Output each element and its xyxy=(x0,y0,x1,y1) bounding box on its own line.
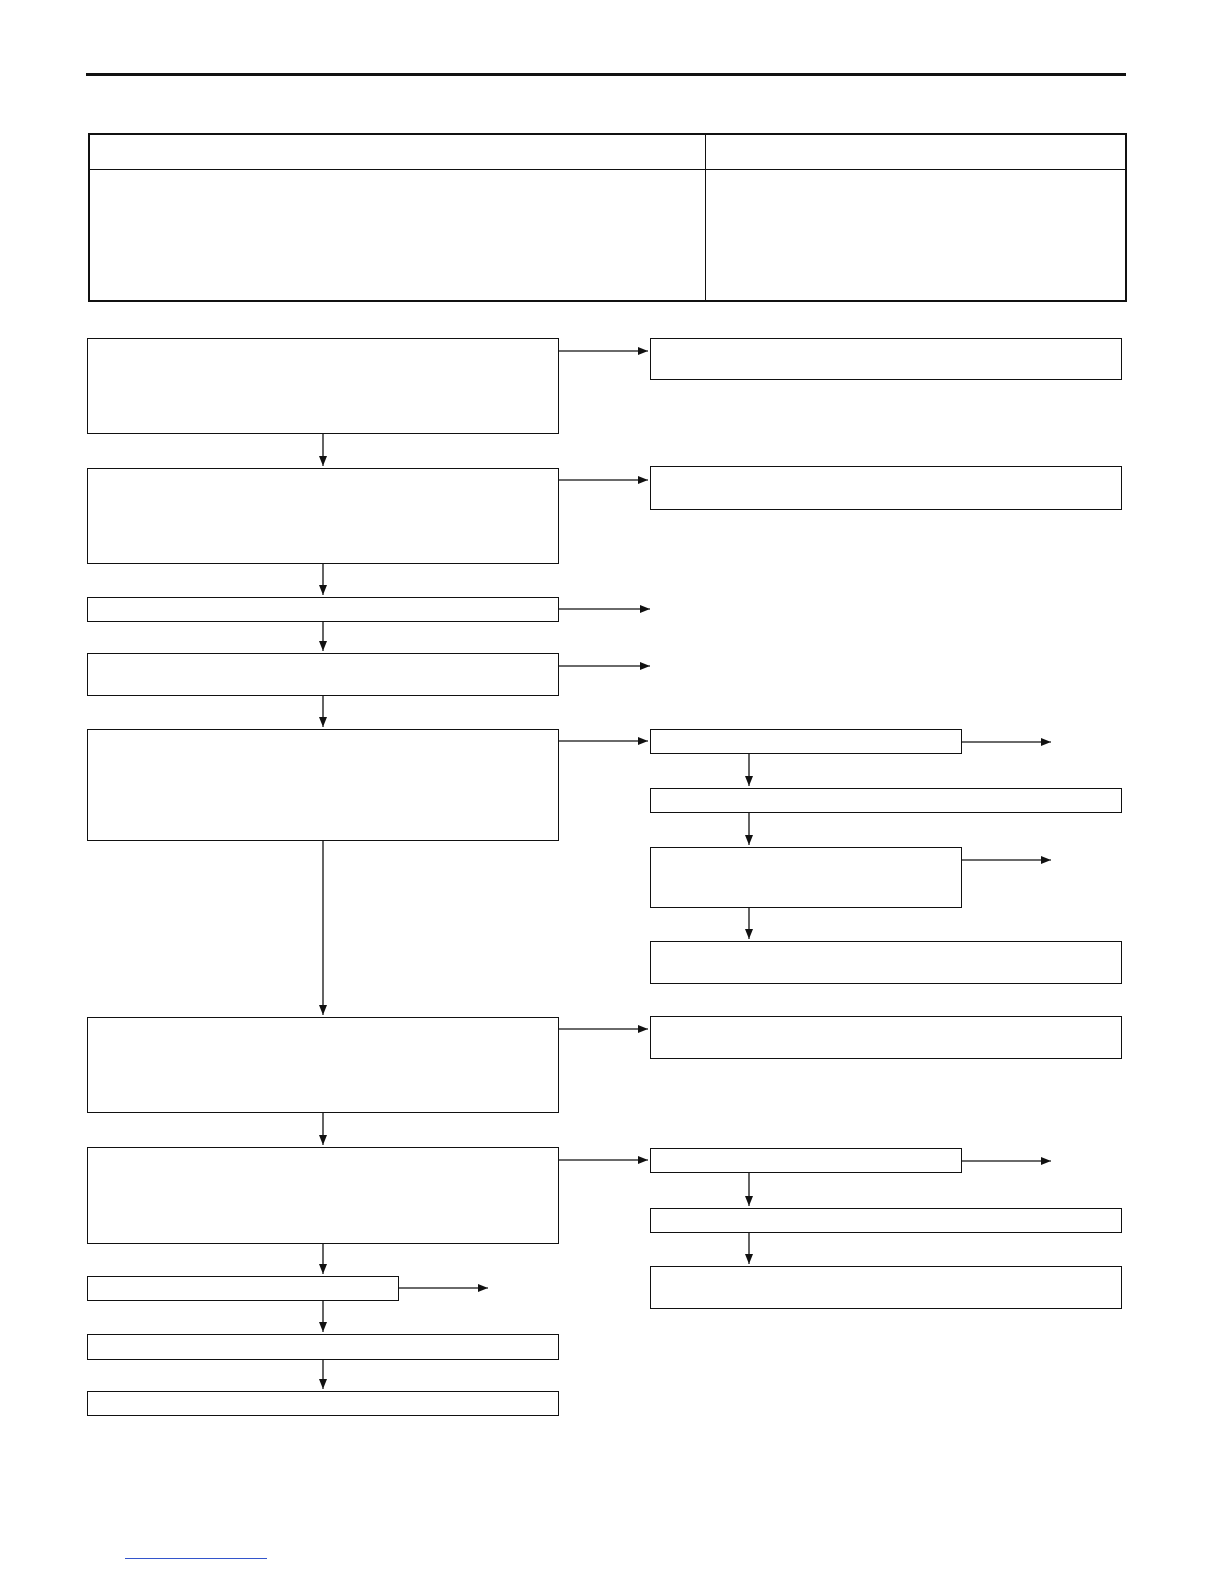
footer-link-underline[interactable] xyxy=(125,1558,267,1559)
